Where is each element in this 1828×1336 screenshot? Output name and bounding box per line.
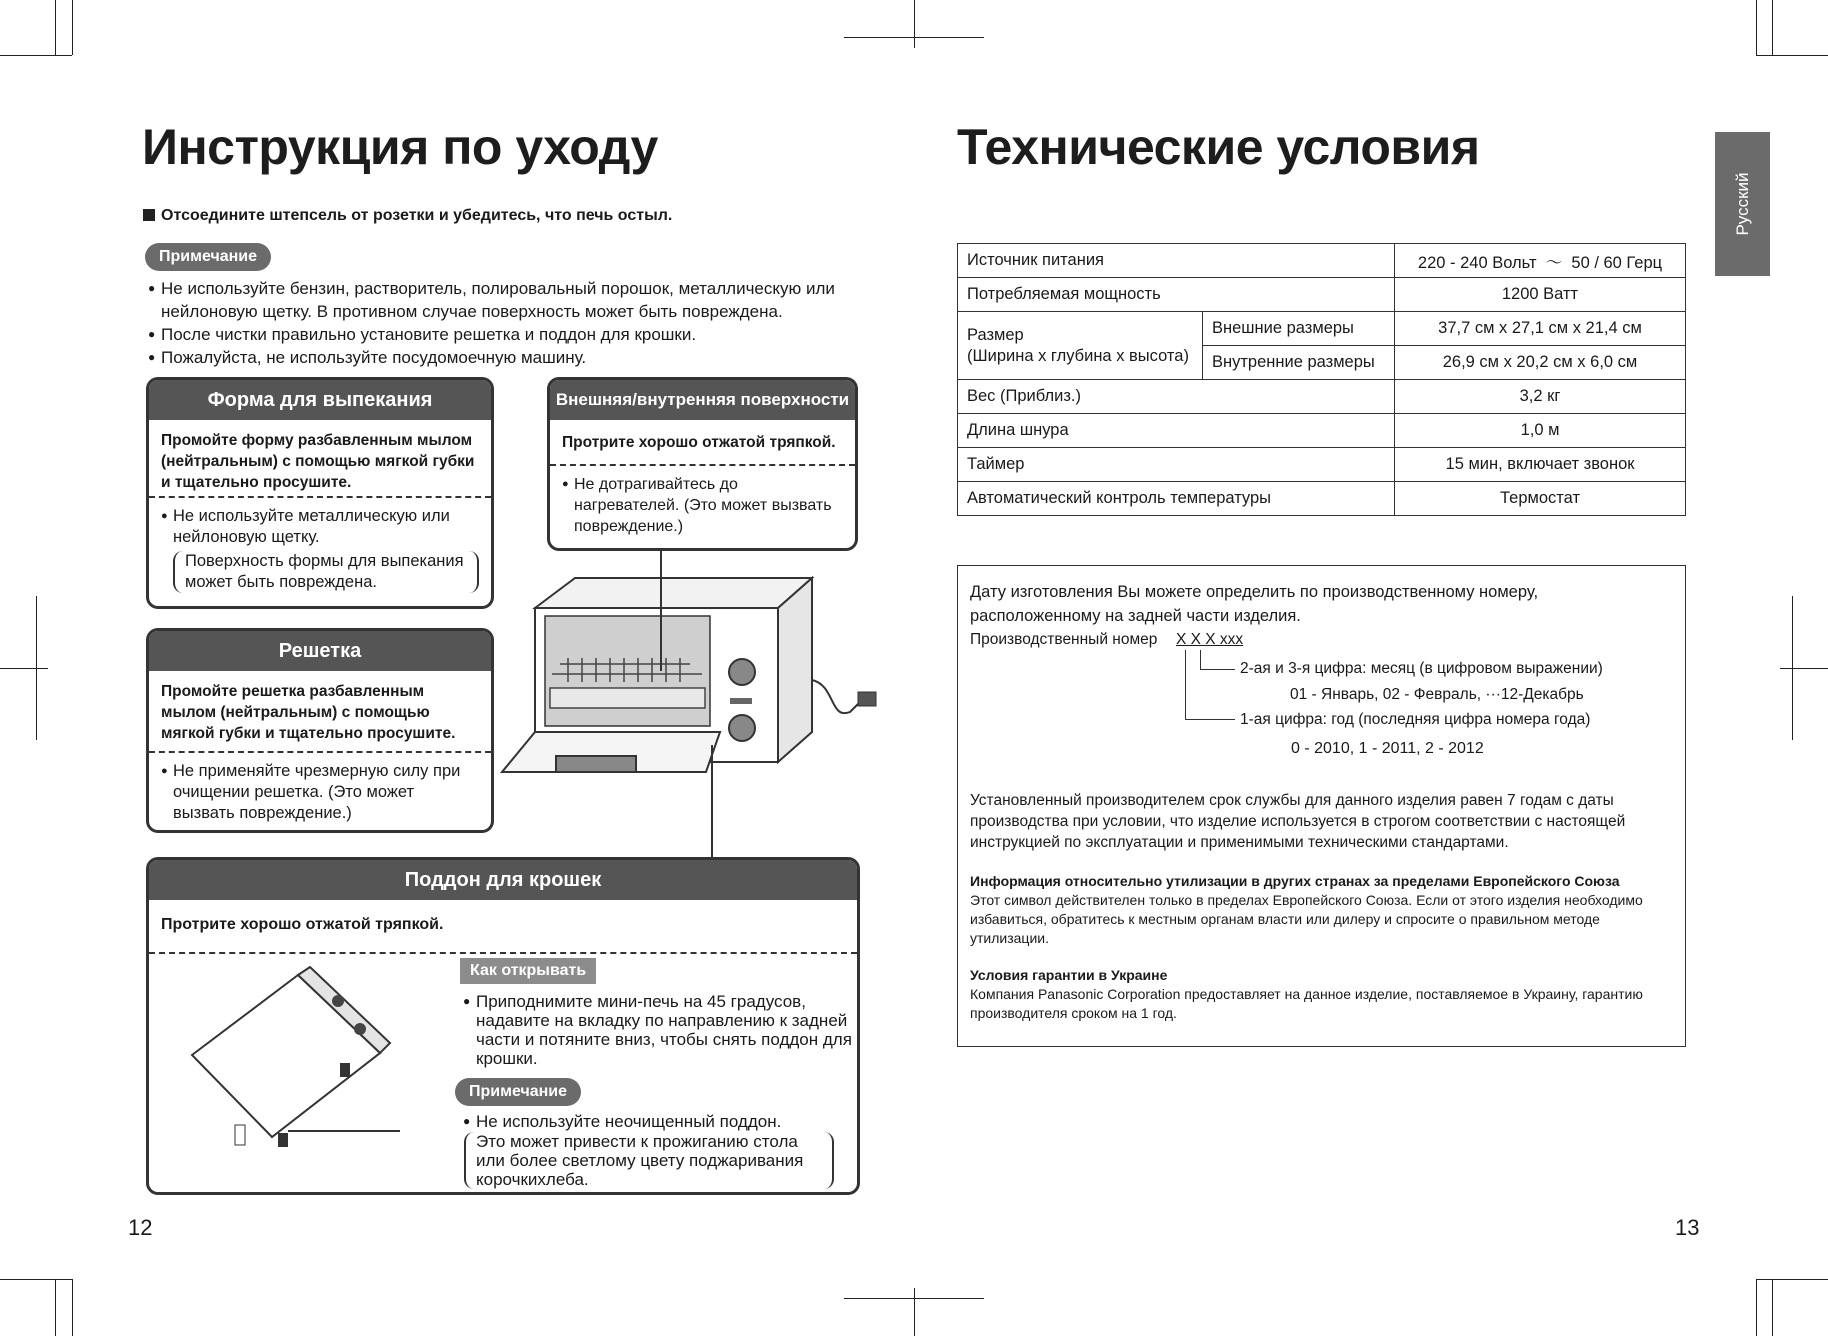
baking-form-box (146, 377, 494, 609)
box-note: ● Не используйте металлическую или нейлоновую щетку. Поверхность формы для выпекания может быть повреждена. (149, 498, 491, 601)
table-row: Таймер 15 мин, включает звонок (958, 448, 1686, 482)
crop-mark (1792, 596, 1793, 740)
warranty-title: Условия гарантии в Украине (970, 967, 1168, 983)
table-row: Размер (Ширина x глубина x высота) Внешние размеры 37,7 см x 27,1 см x 21,4 см (958, 312, 1686, 346)
how-to-open-list (463, 992, 855, 1068)
table-row: Внутренние размеры 26,9 см x 20,2 см x 6,0 см (958, 346, 1686, 380)
table-row: Автоматический контроль температуры Термостат (958, 482, 1686, 516)
table-row: Длина шнура 1,0 м (958, 414, 1686, 448)
serial-bracket-line (1200, 650, 1201, 670)
page-title-care: Инструкция по уходу (142, 119, 658, 175)
digits-2-3: 2-ая и 3-я цифра: месяц (в цифровом выражении) (1240, 660, 1603, 677)
crop-mark (914, 0, 915, 48)
spec-table (957, 243, 1686, 516)
table-row: Источник питания 220 - 240 Вольт 〜 50 / 60 Герц (958, 244, 1686, 278)
crop-mark (72, 0, 73, 55)
info-box (957, 565, 1686, 1047)
list-item: ● Не используйте неочищенный поддон. (463, 1112, 855, 1131)
ac-symbol-icon: 〜 (1545, 253, 1563, 272)
crop-mark (1772, 0, 1773, 55)
serial-bracket-line (1200, 669, 1235, 670)
crumb-note-list (463, 1112, 855, 1131)
notes-list (148, 277, 883, 369)
toaster-oven-illustration (490, 570, 890, 800)
crop-mark (0, 1279, 72, 1280)
table-row: Потребляемая мощность 1200 Ватт (958, 278, 1686, 312)
serial-bracket-line (1185, 719, 1235, 720)
crop-mark (1772, 1279, 1773, 1336)
list-item: ● Приподнимите мини-печь на 45 градусов, надавите на вкладку по направлению к задней части и потяните вниз, чтобы снять поддон для крошки. (463, 992, 855, 1068)
page-number: 12 (128, 1215, 153, 1240)
date-text: расположенному на задней части изделия. (970, 607, 1301, 625)
note-label: Примечание (145, 243, 271, 271)
years-legend: 0 - 2010, 1 - 2011, 2 - 2012 (1291, 740, 1484, 757)
warranty-text: Компания Panasonic Corporation предоставляет на данное изделие, поставляемое в Украину, гарантию производителя сроком на 1 год. (970, 986, 1643, 1021)
crop-mark (0, 55, 72, 56)
disposal-title: Информация относительно утилизации в других странах за пределами Европейского Союза (970, 873, 1620, 889)
crop-mark (1756, 55, 1828, 56)
disposal-text: Этот символ действителен только в пределах Европейского Союза. Если от этого изделия необходимо избавиться, обратитесь к местным органам власти или дилеру и спросите о правильном методе утилизации. (970, 892, 1643, 946)
note-label: Примечание (455, 1078, 581, 1106)
months-legend: 01 - Январь, 02 - Февраль, ···12-Декабрь (1290, 686, 1584, 703)
tilted-oven-illustration (180, 965, 410, 1165)
serial-code: X X X xxx (1176, 631, 1244, 648)
crumb-note-paren: Это может привести к прожиганию стола или более светлому цвету поджаривания корочкихлеба. (464, 1132, 834, 1189)
how-to-open-label: Как открывать (460, 958, 596, 984)
box-instruction: Промойте форму разбавленным мылом (нейтральным) с помощью мягкой губки и тщательно просушите. (161, 432, 475, 491)
list-item: ● Не используйте бензин, растворитель, полировальный порошок, металлическую или нейлоновую щетку. В противном случае поверхность может быть повреждена. (148, 277, 883, 323)
square-bullet-icon (143, 209, 155, 221)
box-instruction: Протрите хорошо отжатой тряпкой. (562, 434, 836, 451)
crop-mark (1780, 668, 1828, 669)
box-title: Внешняя/внутренняя поверхности (550, 380, 855, 420)
crop-mark (1756, 1279, 1757, 1336)
crop-mark (1756, 1279, 1828, 1280)
box-title: Решетка (149, 631, 491, 671)
crop-mark (0, 668, 48, 669)
box-instruction: Протрите хорошо отжатой тряпкой. (161, 916, 444, 933)
dashed-divider (149, 952, 857, 954)
date-text: Дату изготовления Вы можете определить по производственному номеру, (970, 583, 1539, 601)
serial-bracket-line (1185, 650, 1186, 720)
box-note: ● Не применяйте чрезмерную силу при очищении решетка. (Это может вызвать повреждение.) (149, 753, 491, 832)
surface-box (547, 377, 858, 551)
lead-instruction: Отсоедините штепсель от розетки и убедитесь, что печь остыл. (143, 207, 672, 225)
box-instruction: Промойте решетка разбавленным мылом (нейтральным) с помощью мягкой губки и тщательно просушите. (161, 683, 456, 742)
crop-mark (1756, 0, 1757, 55)
list-item: ● После чистки правильно установите решетка и поддон для крошки. (148, 323, 883, 346)
crop-mark (72, 1279, 73, 1336)
crop-mark (55, 1279, 56, 1336)
rack-box (146, 628, 494, 833)
page-title-specs: Технические условия (957, 119, 1480, 175)
box-title: Форма для выпекания (149, 380, 491, 420)
crop-mark (36, 596, 37, 740)
box-note: ● Не дотрагивайтесь до нагревателей. (Это может вызвать повреждение.) (550, 466, 855, 545)
serial-label: Производственный номер (970, 631, 1158, 648)
page-number: 13 (1675, 1215, 1700, 1240)
connector-line (660, 551, 662, 671)
box-title: Поддон для крошек (149, 860, 857, 900)
language-tab: Русский (1715, 132, 1770, 276)
connector-line (711, 745, 713, 857)
table-row: Вес (Приблиз.) 3,2 кг (958, 380, 1686, 414)
crop-mark (914, 1288, 915, 1336)
digit-1: 1-ая цифра: год (последняя цифра номера года) (1240, 711, 1591, 728)
list-item: ● Пожалуйста, не используйте посудомоечную машину. (148, 346, 883, 369)
crop-mark (55, 0, 56, 55)
service-life-text: Установленный производителем срок службы для данного изделия равен 7 годам с даты производства при условии, что изделие используется в строгом соответствии с настоящей инструкцией по эксплуатации и применимыми техническими стандартами. (970, 792, 1626, 851)
